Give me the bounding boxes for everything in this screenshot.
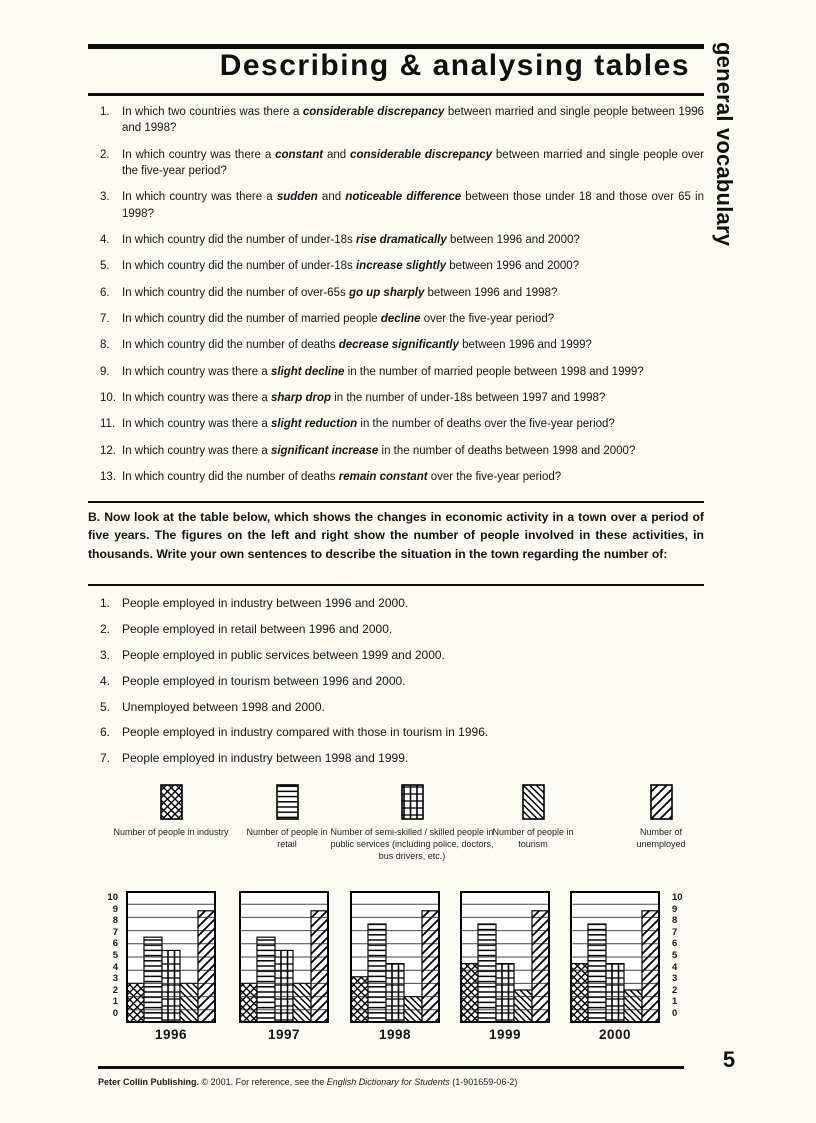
y-tick-label: 9 (112, 903, 118, 915)
y-tick-label: 2 (672, 984, 678, 996)
item-text (122, 147, 704, 180)
question-item (100, 189, 704, 222)
bar-chart-1999 (460, 891, 550, 1042)
emphasis-phrase: slight reduction (270, 418, 358, 431)
footer-text (98, 1077, 517, 1087)
plain-text: between 1996 and 1999? (458, 339, 592, 352)
item-number: 10. (100, 391, 116, 404)
emphasis-phrase: remain constant (338, 470, 428, 483)
chart-plot-area (126, 891, 216, 1023)
question-item (100, 416, 704, 432)
legend-item-hlines (242, 784, 332, 850)
item-number: 5. (100, 260, 110, 273)
y-tick-label: 7 (112, 926, 118, 938)
bar-chart-1998 (350, 891, 440, 1042)
plain-text: In which country did the number of over-65s (122, 286, 349, 299)
item-number: 12. (100, 444, 116, 457)
item-number: 2. (100, 621, 111, 636)
item-number: 3. (100, 647, 111, 662)
chart-plot-area (570, 891, 660, 1023)
plain-text: In which country was there a (122, 365, 271, 378)
plain-text: between those under 18 and those over 65 in 1998? (122, 191, 705, 220)
y-tick-label: 2 (112, 984, 118, 996)
footer-book-title: English Dictionary for Students (326, 1077, 450, 1087)
x-axis-year-label: 1999 (488, 1027, 522, 1042)
y-tick-label: 6 (112, 938, 118, 950)
task-item (100, 699, 704, 716)
legend-item-crosshatch (112, 784, 230, 838)
plain-text: In which country was there a (122, 444, 271, 457)
page-number: 5 (722, 1047, 736, 1072)
footer-rule (98, 1066, 684, 1069)
y-tick-label: 0 (672, 1008, 678, 1019)
emphasis-phrase: constant (275, 148, 324, 161)
item-number: 4. (100, 233, 110, 246)
task-item (100, 595, 704, 612)
title-rule (88, 93, 704, 96)
section-b-bottom-rule (88, 584, 704, 586)
task-item (100, 673, 704, 690)
emphasis-phrase: increase slightly (355, 260, 447, 273)
chart-plot-area (350, 891, 440, 1023)
crosshatch-swatch-icon (160, 784, 183, 820)
plain-text: in the number of deaths between 1998 and 2000? (378, 444, 636, 457)
plain-text: in the number of under-18s between 1997 and 1998? (331, 391, 606, 404)
plain-text: In which country did the number of under-18s (122, 233, 356, 246)
section-b-intro: B. Now look at the table below, which shows the changes in economic activity in a town over a period of five years. The figures on the left and right show the number of people involved in these activities, in thousands. Write your own sentences to describe the situation in the town regarding the number of: (88, 510, 704, 561)
item-text (122, 337, 704, 353)
footer-publisher: Peter Collin Publishing. (98, 1077, 200, 1087)
y-axis-labels-right (672, 891, 702, 1023)
bar-chart-2000 (570, 891, 660, 1042)
plain-text: in the number of deaths over the five-year period? (357, 418, 615, 431)
footer-middle: © 2001. For reference, see the (199, 1077, 327, 1087)
item-text (122, 104, 704, 137)
y-tick-label: 3 (112, 973, 118, 985)
x-axis-year-label: 1997 (267, 1027, 301, 1042)
section-b-top-rule (88, 501, 704, 503)
question-item (100, 390, 704, 406)
item-number: 6. (100, 725, 111, 740)
x-axis-year-label: 1996 (154, 1027, 188, 1042)
question-item (100, 104, 704, 137)
emphasis-phrase: sudden (276, 191, 318, 204)
legend-label: Number of people in tourism (492, 827, 574, 850)
question-item (100, 285, 704, 301)
question-item (100, 443, 704, 459)
page-title: Describing & analysing tables (219, 49, 690, 82)
task-item (100, 750, 704, 767)
plain-text: over the five-year period? (420, 312, 555, 325)
legend-item-diag-up (621, 784, 701, 850)
item-number: 7. (100, 312, 110, 325)
item-text (122, 364, 704, 380)
x-axis-year-label: 2000 (598, 1027, 632, 1042)
question-item (100, 258, 704, 274)
plain-text: between married and single people between 1996 and 1998? (122, 106, 704, 135)
item-text (122, 443, 704, 459)
item-number: 8. (100, 339, 110, 352)
item-number: 4. (100, 673, 111, 688)
item-text: People employed in industry between 1998 and 1999. (122, 751, 409, 766)
plain-text: and (317, 191, 346, 204)
item-number: 1. (100, 596, 111, 610)
item-number: 7. (100, 751, 111, 766)
question-item (100, 469, 704, 485)
emphasis-phrase: decline (380, 312, 421, 325)
plain-text: between 1996 and 2000? (446, 260, 580, 273)
item-text: People employed in tourism between 1996 and 2000. (122, 673, 406, 688)
emphasis-phrase: significant increase (270, 444, 379, 457)
item-number: 1. (100, 106, 110, 118)
item-text: People employed in retail between 1996 and 2000. (122, 621, 393, 636)
y-tick-label: 5 (672, 950, 678, 961)
plain-text: In which country did the number of deaths (122, 339, 339, 352)
bar-chart-1997 (239, 891, 329, 1042)
y-tick-label: 4 (672, 961, 678, 973)
y-tick-label: 7 (672, 926, 678, 938)
question-item (100, 311, 704, 327)
plain-text: In which country was there a (122, 418, 271, 431)
y-tick-label: 8 (672, 915, 678, 927)
diag-down-swatch-icon (522, 784, 545, 820)
plain-text: between 1996 and 2000? (446, 233, 580, 246)
emphasis-phrase: noticeable difference (345, 191, 462, 204)
chart-legend (88, 784, 728, 880)
sidebar-vertical-label: general vocabulary (712, 42, 737, 247)
legend-label: Number of people in retail (246, 827, 328, 850)
chart-plot-area (460, 891, 550, 1023)
item-text (122, 469, 704, 485)
grid-swatch-icon (401, 784, 424, 820)
question-item (100, 337, 704, 353)
question-item (100, 364, 704, 380)
plain-text: In which country did the number of married people (122, 312, 381, 325)
item-text (122, 189, 704, 222)
x-axis-year-label: 1998 (378, 1027, 412, 1042)
task-item (100, 724, 704, 741)
emphasis-phrase: sharp drop (270, 391, 331, 404)
legend-label: Number of people in industry (113, 827, 229, 837)
question-item (100, 232, 704, 248)
task-list (100, 595, 704, 776)
item-number: 6. (100, 286, 110, 299)
emphasis-phrase: considerable discrepancy (302, 106, 445, 118)
plain-text: in the number of married people between 1998 and 1999? (344, 365, 644, 378)
task-item (100, 621, 704, 638)
y-tick-label: 10 (107, 892, 118, 903)
item-text (122, 285, 704, 301)
plain-text: In which two countries was there a (122, 106, 303, 118)
item-text: People employed in public services between 1999 and 2000. (122, 647, 445, 662)
y-tick-label: 10 (672, 892, 683, 903)
item-text (122, 416, 704, 432)
y-tick-label: 8 (112, 915, 118, 927)
emphasis-phrase: rise dramatically (355, 233, 447, 246)
plain-text: In which country was there a (122, 391, 271, 404)
task-item (100, 647, 704, 664)
question-item (100, 147, 704, 180)
y-axis-labels-left (88, 891, 118, 1023)
emphasis-phrase: decrease significantly (338, 339, 459, 352)
emphasis-phrase: go up sharply (348, 286, 425, 299)
item-text: Unemployed between 1998 and 2000. (122, 699, 325, 714)
item-number: 11. (100, 418, 116, 431)
y-tick-label: 9 (672, 903, 678, 915)
legend-label: Number of semi-skilled / skilled people in public services (including police, doctors, bus drivers, etc.) (330, 827, 494, 862)
plain-text: and (323, 148, 351, 161)
y-tick-label: 0 (112, 1008, 118, 1019)
item-number: 13. (100, 470, 116, 483)
legend-item-diag-down (485, 784, 581, 850)
emphasis-phrase: slight decline (270, 365, 345, 378)
item-text: People employed in industry compared with those in tourism in 1996. (122, 725, 489, 740)
y-tick-label: 6 (672, 938, 678, 950)
y-tick-label: 1 (672, 996, 678, 1008)
plain-text: between married and single people over the five-year period? (122, 148, 704, 177)
plain-text: In which country was there a (122, 191, 277, 204)
y-tick-label: 5 (112, 950, 118, 961)
item-number: 3. (100, 191, 110, 204)
item-text (122, 390, 704, 406)
y-tick-label: 4 (112, 961, 118, 973)
plain-text: In which country did the number of under-18s (122, 260, 356, 273)
hlines-swatch-icon (276, 784, 299, 820)
footer-isbn: (1-901659-06-2) (449, 1077, 518, 1087)
item-text (122, 258, 704, 274)
question-list (100, 104, 704, 495)
diag-up-swatch-icon (650, 784, 673, 820)
item-text: People employed in industry between 1996 and 2000. (122, 596, 409, 610)
item-number: 2. (100, 148, 110, 161)
legend-item-grid (326, 784, 498, 862)
plain-text: over the five-year period? (427, 470, 562, 483)
bar-charts (88, 891, 748, 1056)
bar-chart-1996 (126, 891, 216, 1042)
y-tick-label: 1 (112, 996, 118, 1008)
item-number: 9. (100, 365, 110, 378)
plain-text: between 1996 and 1998? (424, 286, 558, 299)
item-text (122, 232, 704, 248)
plain-text: In which country did the number of deaths (122, 470, 339, 483)
emphasis-phrase: considerable discrepancy (350, 148, 493, 161)
y-tick-label: 3 (672, 973, 678, 985)
chart-plot-area (239, 891, 329, 1023)
item-text (122, 311, 704, 327)
plain-text: In which country was there a (122, 148, 276, 161)
legend-label: Number of unemployed (636, 827, 686, 850)
item-number: 5. (100, 699, 111, 714)
